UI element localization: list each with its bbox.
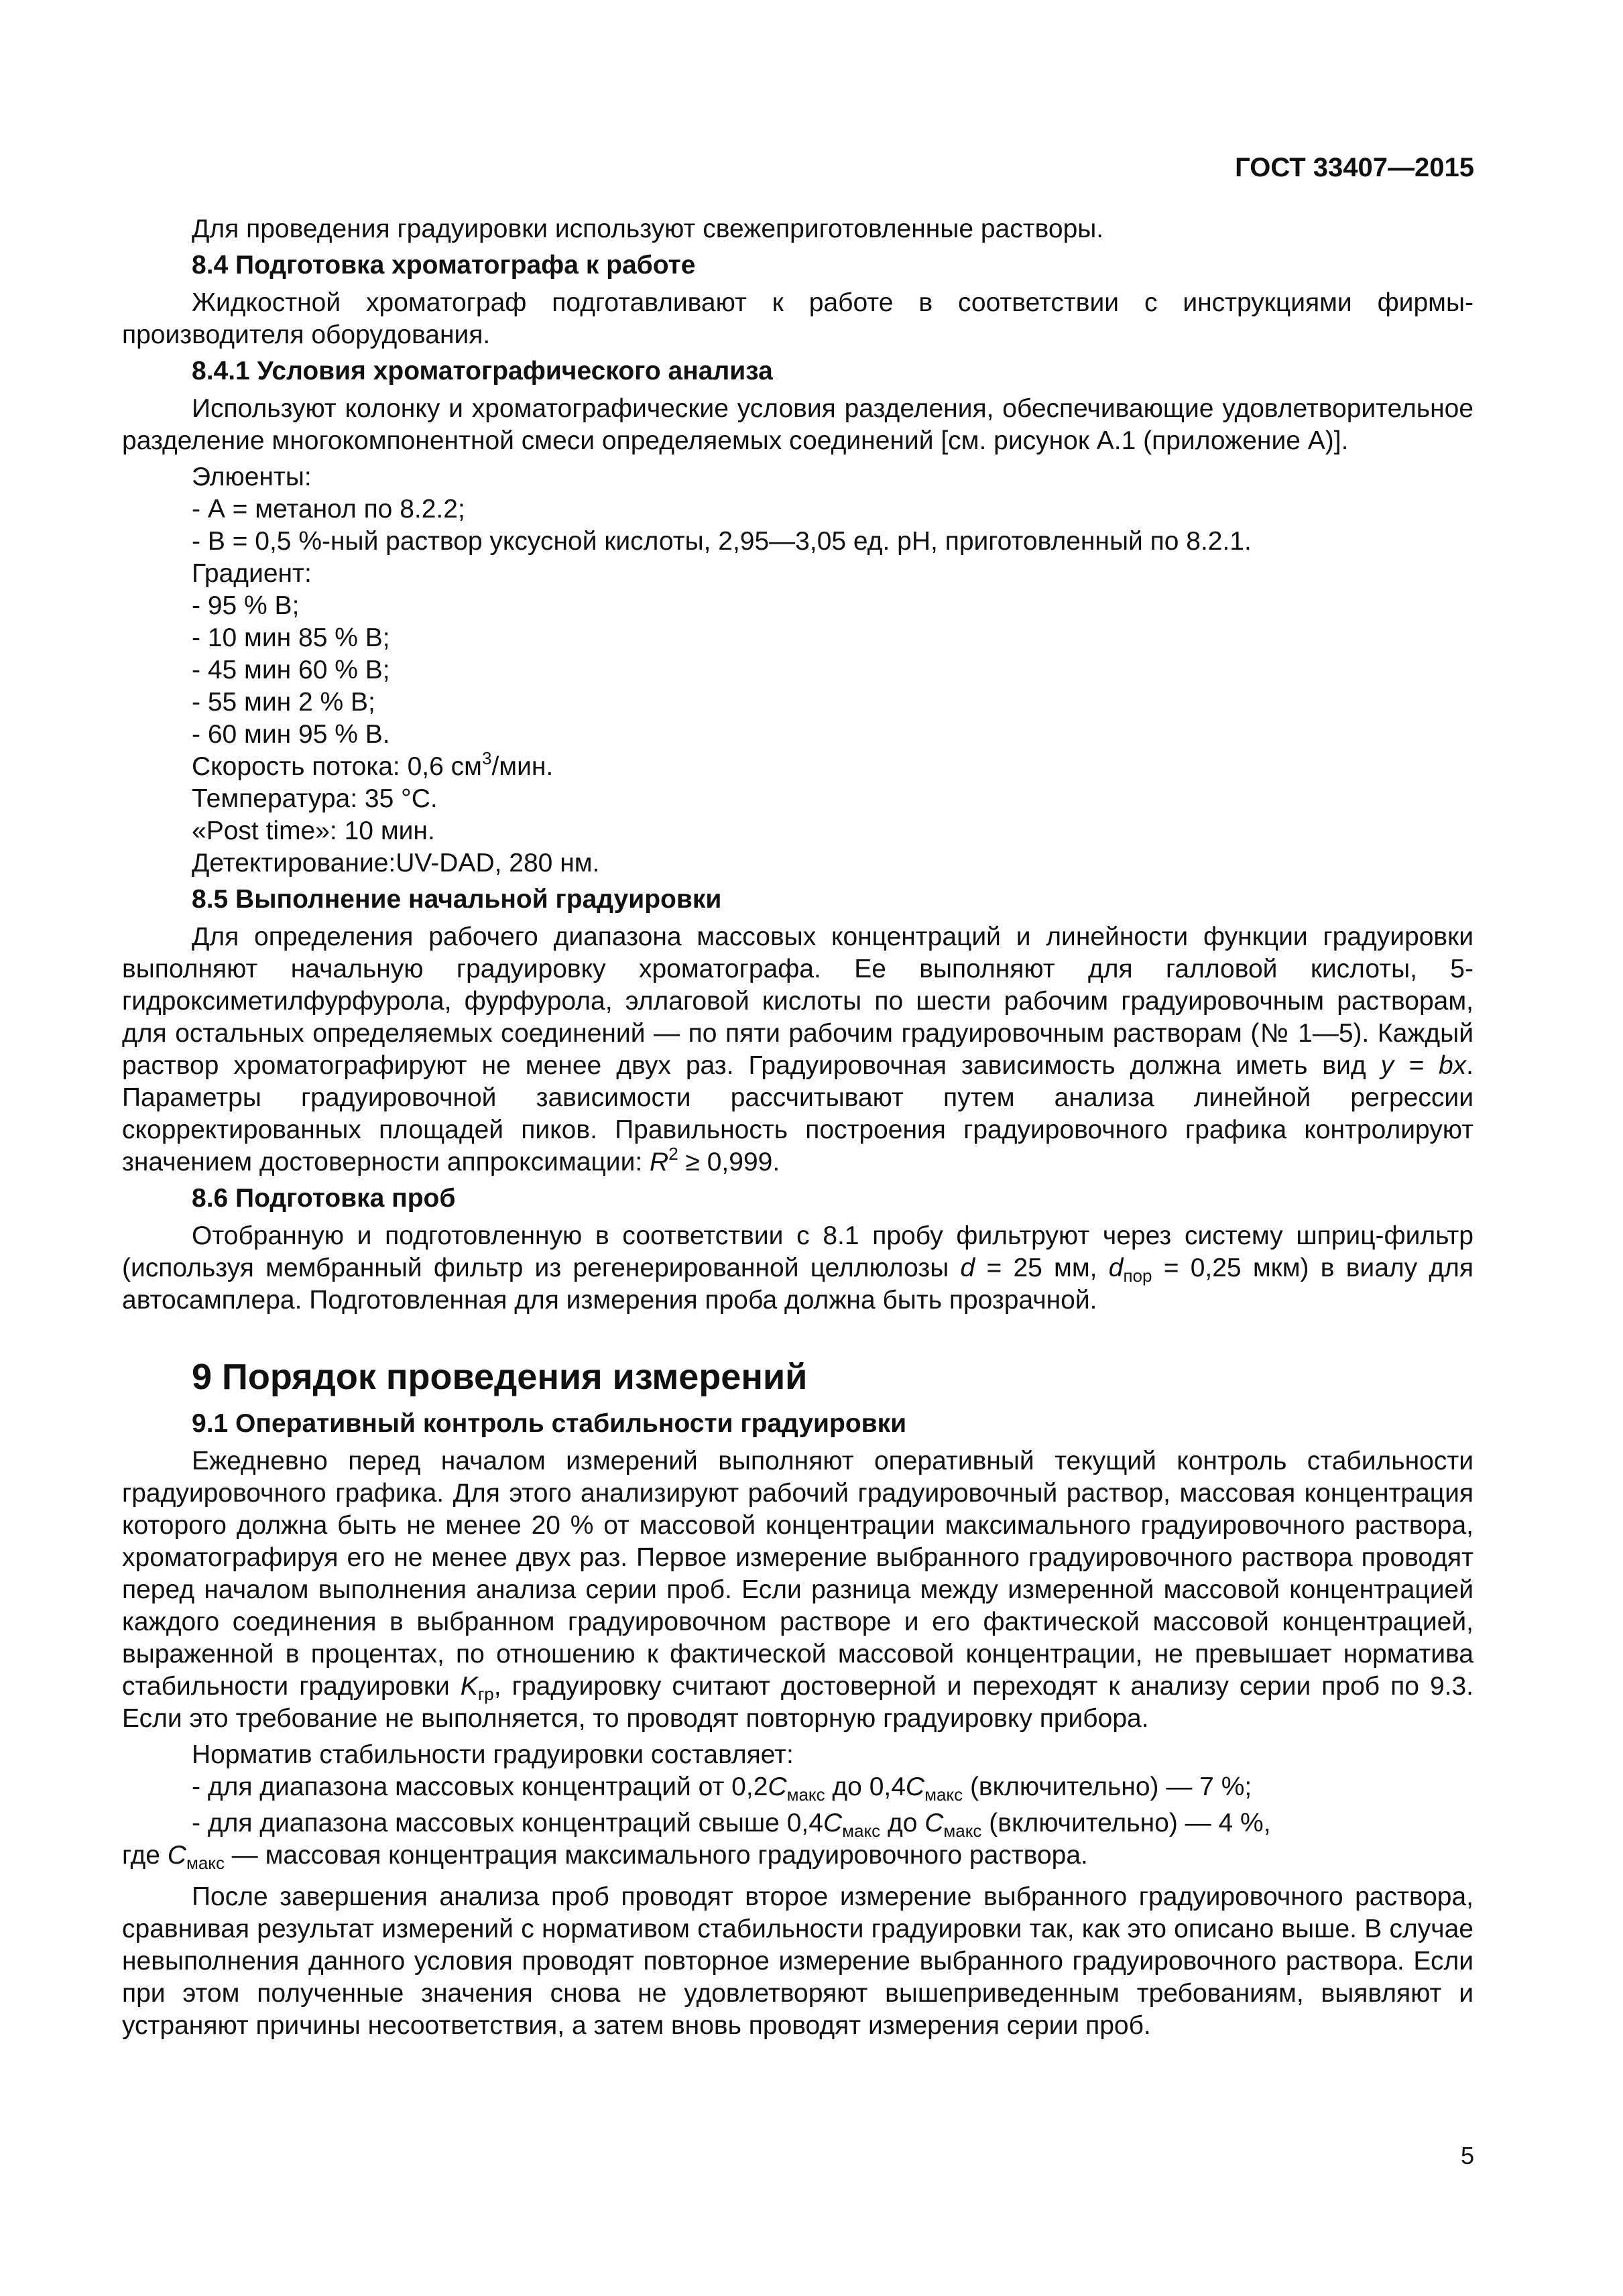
text-run: = 0,25 мкм) в виалу для автосамплера. Подготовленная для измерения проба должна быть прозрачной. bbox=[122, 1254, 1474, 1315]
symbol-c: С bbox=[924, 1809, 944, 1837]
heading-8-6: 8.6 Подготовка проб bbox=[192, 1184, 456, 1213]
paragraph-last: После завершения анализа проб проводят второе измерение выбранного градуировочного раствора, сравнивая результат измерений с нормативом стабильности градуировки так, как это описано выше. В случае невыполнения данного условия проводят повторное измерение выбранного градуировочного раствора. Если при этом полученные значения снова не удовлетворяют вышеприведенным требованиям, выявляют и устраняют причины несоответствия, а затем вновь проводят измерения серии проб. bbox=[122, 1882, 1474, 2040]
conditions-list bbox=[122, 461, 1474, 880]
definition-line bbox=[122, 1839, 1474, 1872]
subscript: макс bbox=[924, 1785, 963, 1805]
subscript: пор bbox=[1123, 1266, 1152, 1286]
formula-sup: 2 bbox=[668, 1144, 678, 1164]
text-run: , градуировку считают достоверной и переходят к анализу серии проб по 9.3. Если это требование не выполняется, то проводят повторную градуировку прибора. bbox=[122, 1672, 1474, 1733]
paragraph-norm: Норматив стабильности градуировки составляет: bbox=[192, 1740, 794, 1769]
symbol-c: С bbox=[823, 1809, 843, 1837]
list-item: - 45 мин 60 % В; bbox=[192, 656, 390, 684]
text-run: где bbox=[122, 1841, 168, 1870]
subscript: гр bbox=[477, 1684, 494, 1704]
symbol-d: d bbox=[960, 1254, 975, 1282]
text-run: = 25 мм, bbox=[975, 1254, 1109, 1282]
formula: y = bx bbox=[1380, 1051, 1467, 1080]
list-item: - В = 0,5 %-ный раствор уксусной кислоты, 2,95—3,05 ед. pH, приготовленный по 8.2.1. bbox=[192, 527, 1252, 556]
text-run: ≥ 0,999. bbox=[678, 1148, 780, 1176]
text-run: — массовая концентрация максимального градуировочного раствора. bbox=[224, 1841, 1088, 1870]
formula-r: R bbox=[650, 1148, 669, 1176]
symbol-k: K bbox=[460, 1672, 478, 1701]
text-run: Для определения рабочего диапазона массовых концентраций и линейности функции градуировки выполняют начальную градуировку хроматографа. Ее выполняют для галловой кислоты, 5-гидроксиметилфурфурола, фурфурола, эллаговой кислоты по шести рабочим градуировочным растворам, для остальных определяемых соединений — по пяти рабочим градуировочным растворам (№ 1—5). Каждый раствор хроматографируют не менее двух раз. Градуировочная зависимость должна иметь вид bbox=[122, 922, 1474, 1080]
text-run: . Параметры градуировочной зависимости рассчитывают путем анализа линейной регрессии скорректированных площадей пиков. Правильность построения градуировочного графика контролируют значением достоверности аппроксимации: bbox=[122, 1051, 1474, 1176]
text-run: - для диапазона массовых концентраций свыше 0,4 bbox=[192, 1809, 823, 1837]
heading-9-1: 9.1 Оперативный контроль стабильности градуировки bbox=[192, 1409, 907, 1438]
heading-8-4: 8.4 Подготовка хроматографа к работе bbox=[192, 251, 696, 280]
list-item: - 95 % В; bbox=[192, 591, 300, 620]
symbol-c: С bbox=[768, 1772, 787, 1801]
list-item: Градиент: bbox=[192, 559, 312, 588]
subscript: макс bbox=[786, 1785, 825, 1805]
text-run: Ежедневно перед началом измерений выполняют оперативный текущий контроль стабильности градуировочного графика. Для этого анализируют рабочий градуировочный раствор, массовая концентрация которого должна быть не менее 20 % от массовой концентрации максимального градуировочного раствора, хроматографируя его не менее двух раз. Первое измерение выбранного градуировочного раствора проводят перед началом выполнения анализа серии проб. Если разница между измеренной массовой концентрацией каждого соединения в выбранном градуировочном растворе и его фактической массовой концентрацией, выраженной в процентах, по отношению к фактической массовой концентрации, не превышает норматива стабильности градуировки bbox=[122, 1447, 1474, 1701]
text-run: до bbox=[880, 1809, 925, 1837]
symbol-d: d bbox=[1108, 1254, 1124, 1282]
subscript: макс bbox=[842, 1821, 881, 1841]
paragraph-8-4-1: Используют колонку и хроматографические условия разделения, обеспечивающие удовлетворительное разделение многокомпонентной смеси определяемых соединений [см. рисунок А.1 (приложение А)]. bbox=[122, 394, 1474, 455]
text-run: (включительно) — 7 %; bbox=[963, 1772, 1252, 1801]
range-item-2 bbox=[122, 1807, 1474, 1839]
heading-8-4-1: 8.4.1 Условия хроматографического анализа bbox=[192, 357, 773, 385]
list-item: - 55 мин 2 % В; bbox=[192, 688, 375, 717]
flow-rate bbox=[122, 748, 1474, 783]
symbol-c: С bbox=[905, 1772, 925, 1801]
subscript: макс bbox=[186, 1853, 225, 1873]
document-header: ГОСТ 33407—2015 bbox=[1235, 153, 1474, 182]
paragraph-9-1 bbox=[122, 1445, 1474, 1735]
paragraph-8-6 bbox=[122, 1220, 1474, 1317]
text-run: Отобранную и подготовленную в соответствии с 8.1 пробу фильтруют через систему шприц-фильтр (используя мембранный фильтр из регенерированной целлюлозы bbox=[122, 1221, 1474, 1282]
flow-rate-text: Скорость потока: 0,6 см bbox=[192, 752, 482, 781]
list-item: - 10 мин 85 % В; bbox=[192, 623, 390, 652]
list-item: - А = метанол по 8.2.2; bbox=[192, 495, 465, 524]
symbol-c: С bbox=[167, 1841, 186, 1870]
list-item: Элюенты: bbox=[192, 463, 312, 491]
text-run: (включительно) — 4 %, bbox=[981, 1809, 1271, 1837]
heading-9: 9 Порядок проведения измерений bbox=[192, 1357, 808, 1397]
paragraph-intro: Для проведения градуировки используют свежеприготовленные растворы. bbox=[192, 215, 1104, 243]
paragraph-8-5 bbox=[122, 921, 1474, 1179]
text-run: до 0,4 bbox=[825, 1772, 906, 1801]
flow-rate-sup: 3 bbox=[481, 748, 492, 768]
document-body bbox=[122, 213, 1474, 2046]
text-run: - для диапазона массовых концентраций от 0,2 bbox=[192, 1772, 768, 1801]
subscript: макс bbox=[943, 1821, 982, 1841]
paragraph-8-4: Жидкостной хроматограф подготавливают к работе в соответствии с инструкциями фирмы-производителя оборудования. bbox=[122, 288, 1474, 349]
range-item-1 bbox=[122, 1771, 1474, 1803]
list-item: - 60 мин 95 % В. bbox=[192, 720, 390, 749]
heading-8-5: 8.5 Выполнение начальной градуировки bbox=[192, 885, 722, 914]
list-item: «Post time»: 10 мин. bbox=[192, 817, 435, 845]
flow-rate-unit: /мин. bbox=[491, 752, 554, 781]
list-item: Детектирование:UV-DAD, 280 нм. bbox=[192, 849, 600, 878]
page-number: 5 bbox=[1460, 2142, 1474, 2169]
list-item: Температура: 35 °С. bbox=[192, 784, 438, 813]
